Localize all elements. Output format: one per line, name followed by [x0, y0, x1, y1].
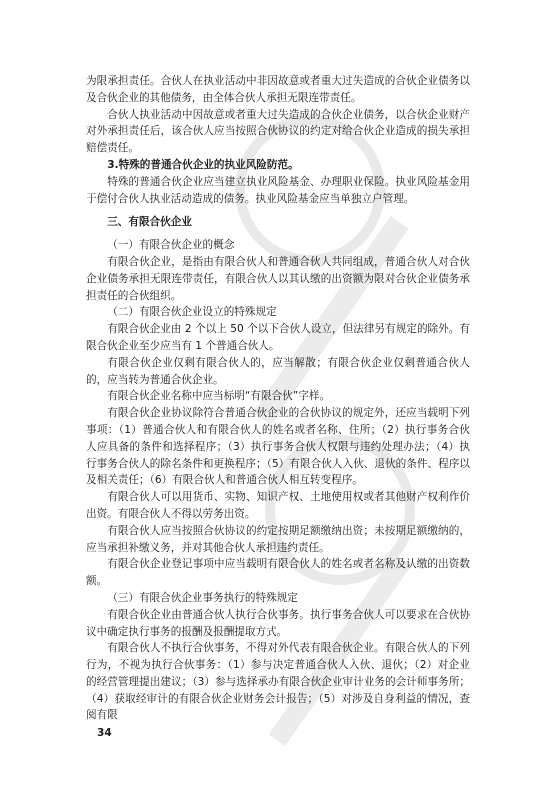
- section-heading: 三、有限合伙企业: [107, 216, 192, 229]
- paragraph: 有限合伙人不执行合伙事务，不得对外代表有限合伙企业。有限合伙人的下列行为，不视为执行合伙事务：（1）参与决定普通合伙人入伙、退伙；（2）对企业的经营管理提出建议；（3）参与选择承办有限合伙企业审计业务的会计师事务所；（4）获取经审计的有限合伙企业财务会计报告；（5）对涉及自身利益的情况，查阅有限: [86, 642, 470, 722]
- paragraph: 特殊的普通合伙企业应当建立执业风险基金、办理职业保险。执业风险基金用于偿付合伙人执业活动造成的债务。执业风险基金应当单独立户管理。: [86, 175, 470, 205]
- paragraph: 有限合伙企业由 2 个以上 50 个以下合伙人设立，但法律另有规定的除外。有限合伙企业至少应当有 1 个普通合伙人。: [86, 323, 470, 352]
- paragraph: 有限合伙企业仅剩有限合伙人的，应当解散；有限合伙企业仅剩普通合伙人的，应当转为普通合伙企业。: [86, 356, 470, 386]
- subsection-heading: （二）有限合伙企业设立的特殊规定: [107, 306, 277, 319]
- subheading: 3.特殊的普通合伙企业的执业风险防范。: [107, 158, 299, 171]
- paragraph: 有限合伙人可以用货币、实物、知识产权、土地使用权或者其他财产权利作价出资。有限合伙人不得以劳务出资。: [86, 491, 470, 520]
- paragraph: 有限合伙企业由普通合伙人执行合伙事务。执行事务合伙人可以要求在合伙协议中确定执行事务的报酬及报酬提取方式。: [86, 608, 470, 638]
- paragraph: 有限合伙企业协议除符合普通合伙企业的合伙协议的规定外，还应当载明下列事项：（1）普通合伙人和有限合伙人的姓名或者名称、住所；（2）执行事务合伙人应具备的条件和选择程序；（3）执行事务合伙人权限与违约处理办法；（4）执行事务合伙人的除名条件和更换程序；（5）有限合伙人入伙、退伙的条件、程序以及相关责任；（6）有限合伙人和普通合伙人相互转变程序。: [86, 407, 470, 487]
- paragraph: 有限合伙人应当按照合伙协议的约定按期足额缴纳出资；未按期足额缴纳的，应当承担补缴义务，并对其他合伙人承担违约责任。: [86, 524, 470, 554]
- paragraph: 有限合伙企业登记事项中应当载明有限合伙人的姓名或者名称及认缴的出资数额。: [86, 558, 470, 588]
- subsection-heading: （三）有限合伙企业事务执行的特殊规定: [107, 591, 298, 604]
- paragraph: 有限合伙企业，是指由有限合伙人和普通合伙人共同组成，普通合伙人对合伙企业债务承担无限连带责任，有限合伙人以其认缴的出资额为限对合伙企业债务承担责任的合伙组织。: [86, 255, 470, 302]
- paragraph: 合伙人执业活动中因故意或者重大过失造成的合伙企业债务，以合伙企业财产对外承担责任后，该合伙人应当按照合伙协议的约定对给合伙企业造成的损失承担赔偿责任。: [86, 108, 470, 155]
- paragraph: 为限承担责任。合伙人在执业活动中非因故意或者重大过失造成的合伙企业债务以及合伙企业的其他债务，由全体合伙人承担无限连带责任。: [86, 75, 470, 104]
- subsection-heading: （一）有限合伙企业的概念: [107, 239, 235, 252]
- page-number: 34: [97, 727, 112, 739]
- page-body: [86, 73, 470, 724]
- paragraph: 有限合伙企业名称中应当标明“有限合伙”字样。: [107, 390, 331, 403]
